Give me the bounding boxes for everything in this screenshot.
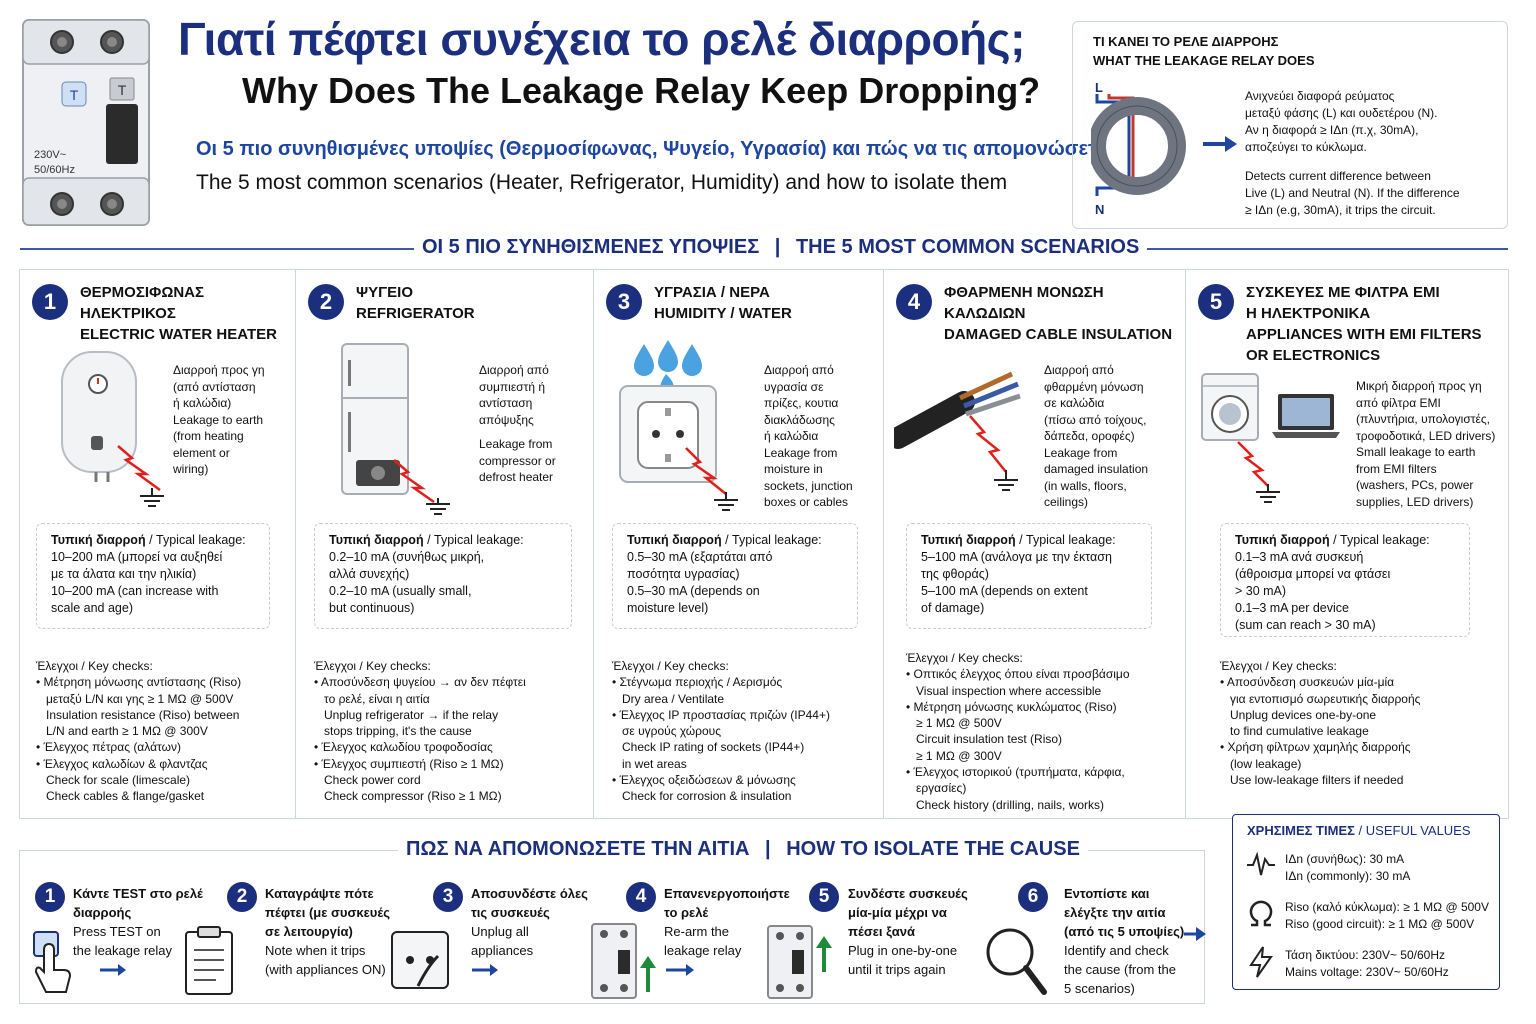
device-voltage-label: 230V~ [34, 149, 67, 161]
text-line: από φίλτρα EMI [1356, 395, 1441, 410]
step-number: 3 [433, 882, 463, 912]
text-line: Leakage from [479, 437, 553, 451]
value-row-insulation [1285, 899, 1489, 933]
section-title-english: THE 5 MOST COMMON SCENARIOS [795, 236, 1140, 258]
text-line: (από αντίσταση [173, 379, 256, 394]
text-line: leakage relay [664, 943, 742, 958]
text-line: 5–100 mA (depends on extent [921, 584, 1088, 598]
text-line: πρίζες, κουτια [764, 396, 839, 410]
text-line: ποσότητα υγρασίας) [627, 567, 740, 581]
text-line: 0.5–30 mA (εξαρτάται από [627, 550, 773, 564]
text-line: Leakage from [764, 445, 838, 460]
text-line: Διαρροή από [479, 363, 549, 377]
text-line: DAMAGED CABLE INSULATION [944, 326, 1173, 343]
text-line: αποζεύγει το κύκλωμα. [1245, 140, 1367, 154]
scenario-description [1044, 362, 1148, 511]
check-item: Check for corrosion & insulation [622, 789, 792, 804]
text-line: 5 scenarios) [1064, 981, 1135, 996]
text-line: (πίσω από τοίχους, [1044, 412, 1147, 427]
text-line: Τάση δικτύου: 230V~ 50/60Hz [1285, 948, 1445, 962]
text-line: defrost heater [479, 470, 554, 484]
check-item: Insulation resistance (Riso) between [46, 707, 240, 722]
text-line: Διαρροή από [764, 363, 834, 377]
text-line: 0.1–3 mA per device [1235, 601, 1349, 615]
text-line: το ρελέ [664, 905, 709, 920]
useful-values-box [1232, 814, 1500, 990]
text-line: Αποσυνδέστε όλες [471, 886, 588, 901]
check-item: Check for scale (limescale) [46, 773, 191, 788]
step-2-text [265, 884, 390, 979]
text-line: the cause (from the [1064, 962, 1176, 977]
text-line: Small leakage to earth [1356, 445, 1476, 459]
typical-leakage-box [612, 523, 858, 629]
text-line: Διαρροή από [1044, 363, 1114, 377]
scenario-number: 5 [1198, 284, 1234, 320]
text-line: 0.1–3 mA ανά συσκευή [1235, 550, 1364, 564]
relay-info-box [1072, 21, 1508, 229]
text-line: Plug in one-by-one [848, 943, 958, 958]
text-line: ceilings) [1044, 495, 1089, 509]
relay-info-desc-greek [1245, 88, 1503, 156]
text-line: element or [173, 445, 230, 460]
text-line: Εντοπίστε και [1064, 886, 1150, 901]
check-item: • Έλεγχος καλωδίου τροφοδοσίας [314, 740, 493, 755]
text-line: of damage) [921, 601, 985, 615]
text-line: until it trips again [848, 962, 946, 977]
text-line: REFRIGERATOR [356, 305, 475, 322]
text-line: Κάντε TEST στο ρελέ [73, 886, 203, 901]
key-checks [314, 658, 526, 805]
key-checks [906, 650, 1130, 813]
text-line: 10–200 mA (can increase with [51, 584, 219, 598]
text-line: σε λειτουργία) [265, 924, 353, 939]
text-line: Press TEST on [73, 924, 161, 939]
text-line: Αν η διαφορά ≥ IΔn (π.χ, 30mA), [1245, 123, 1419, 137]
check-item: ≥ 1 MΩ @ 500V [916, 716, 1002, 731]
text-line: Live (L) and Neutral (N). If the difference [1245, 186, 1460, 200]
typical-leakage-box [906, 523, 1152, 629]
useful-values-title [1247, 823, 1471, 838]
values-title-english: / USEFUL VALUES [1358, 823, 1471, 838]
check-item: Circuit insulation test (Riso) [916, 732, 1063, 747]
isolate-title-greek: ΠΩΣ ΝΑ ΑΠΟΜΟΝΩΣΕΤΕ ΤΗΝ ΑΙΤΙΑ [406, 838, 750, 860]
text-line: Leakage from [1044, 445, 1118, 460]
text-line: απόψυξης [479, 412, 534, 427]
isolate-section-title [398, 838, 1088, 861]
text-line: ΨΥΓΕΙΟ [356, 284, 413, 301]
check-item: Check compressor (Riso ≥ 1 MΩ) [324, 789, 502, 804]
step-5-text [848, 884, 968, 979]
text-line: αλλά συνεχής) [329, 567, 410, 581]
scenario-card-damaged-insulation [884, 270, 1186, 818]
text-line: Riso (good circuit): ≥ 1 MΩ @ 500V [1285, 917, 1475, 931]
text-line: 0.2–10 mA (συνήθως μικρή, [329, 550, 485, 564]
check-item: • Οπτικός έλεγχος όπου είναι προσβάσιμο [906, 667, 1130, 682]
text-line: APPLIANCES WITH EMI FILTERS [1246, 326, 1482, 343]
svg-text:T: T [117, 82, 127, 98]
washer-laptop-icon [1198, 370, 1348, 516]
text-line: from EMI filters [1356, 461, 1437, 476]
page-title-english: Why Does The Leakage Relay Keep Dropping? [242, 70, 1041, 111]
check-item: Unplug refrigerator → if the relay [324, 707, 499, 722]
ohm-icon [1245, 899, 1277, 929]
current-transformer-icon [1091, 76, 1241, 224]
text-line: μία-μία μέχρι να [848, 905, 947, 920]
text-line: ελέγξτε την αιτία [1064, 905, 1166, 920]
text-line: (από τις 5 υποψίες) [1064, 924, 1185, 939]
text-line: Mains voltage: 230V~ 50/60Hz [1285, 965, 1449, 979]
page-subtitle-english: The 5 most common scenarios (Heater, Refrigerator, Humidity) and how to isolate them [196, 171, 1008, 194]
text-line: OR ELECTRONICS [1246, 347, 1381, 364]
check-item: in wet areas [622, 756, 687, 771]
value-row-mains-voltage [1285, 947, 1449, 981]
checks-title: Έλεγχοι / Key checks: [314, 659, 431, 673]
text-line: δάπεδα, οροφές) [1044, 429, 1135, 443]
damaged-cable-icon [894, 362, 1034, 512]
check-item: to find cumulative leakage [1230, 724, 1369, 739]
scenario-number: 3 [606, 284, 642, 320]
section-title-separator: | [774, 236, 781, 258]
check-item: Unplug devices one-by-one [1230, 707, 1377, 722]
refrigerator-icon [338, 342, 468, 518]
typical-leakage-box [314, 523, 572, 629]
relay-info-desc-english [1245, 168, 1503, 219]
text-line: ή καλώδια [764, 429, 819, 443]
text-line: compressor or [479, 453, 556, 468]
leakage-label-greek: Τυπική διαρροή [329, 533, 424, 547]
text-line: σε καλώδια [1044, 396, 1105, 410]
text-line: moisture in [764, 462, 823, 476]
check-item: σε υγρούς χώρους [622, 724, 722, 739]
relay-info-title-greek: ΤΙ ΚΑΝΕΙ ΤΟ ΡΕΛΕ ΔΙΑΡΡΟΗΣ [1093, 34, 1279, 49]
step-number: 2 [227, 882, 257, 912]
text-line: wiring) [173, 462, 209, 476]
check-item: Use low-leakage filters if needed [1230, 773, 1404, 788]
leakage-label-english: / Typical leakage: [725, 533, 822, 547]
text-line: Καταγράψτε πότε [265, 886, 374, 901]
clipboard-icon [180, 924, 240, 998]
check-item: • Έλεγχος καλωδίων & φλαντζας [36, 756, 208, 771]
text-line: (sum can reach > 30 mA) [1235, 618, 1376, 632]
check-item: για εντοπισμό σωρευτικής διαρροής [1230, 691, 1421, 706]
step-number: 4 [626, 882, 656, 912]
checks-title: Έλεγχοι / Key checks: [906, 651, 1023, 665]
check-item: ≥ 1 MΩ @ 300V [916, 748, 1002, 763]
text-line: 0.2–10 mA (usually small, [329, 584, 472, 598]
text-line: Ανιχνεύει διαφορά ρεύματος [1245, 89, 1395, 103]
check-item: • Έλεγχος συμπιεστή (Riso ≥ 1 MΩ) [314, 756, 504, 771]
step-number: 1 [35, 882, 65, 912]
section-title-greek: ΟΙ 5 ΠΙΟ ΣΥΝΗΘΙΣΜΕΝΕΣ ΥΠΟΨΙΕΣ [422, 236, 760, 258]
svg-text:T: T [69, 87, 79, 103]
typical-leakage-box [1220, 523, 1470, 637]
text-line: the leakage relay [73, 943, 173, 958]
scenarios-grid [19, 269, 1509, 819]
magnifier-icon [980, 922, 1050, 1002]
check-item: Check cables & flange/gasket [46, 789, 205, 804]
text-line: πέσει ξανά [848, 924, 915, 939]
text-line: Συνδέστε συσκευές [848, 886, 968, 901]
scenario-description [1356, 378, 1495, 510]
text-line: με τα άλατα και την ηλικία) [51, 567, 197, 581]
scenario-number: 4 [896, 284, 932, 320]
text-line: Η ΗΛΕΚΤΡΟΝΙΚΑ [1246, 305, 1371, 322]
leakage-label-greek: Τυπική διαρροή [627, 533, 722, 547]
rcd-device-illustration [20, 18, 152, 228]
scenario-number: 1 [32, 284, 68, 320]
check-item: • Μέτρηση μόνωσης αντίστασης (Riso) [36, 675, 242, 690]
scenario-title [944, 282, 1172, 345]
check-item: (low leakage) [1230, 756, 1302, 771]
text-line: but continuous) [329, 601, 415, 615]
text-line: appliances [471, 943, 534, 958]
page-title-greek: Γιατί πέφτει συνέχεια το ρελέ διαρροής; [178, 13, 1025, 65]
text-line: τροφοδοτικά, LED drivers) [1356, 428, 1496, 443]
text-line: (from heating [173, 429, 244, 443]
text-line: IΔn (commonly): 30 mA [1285, 869, 1411, 883]
scenario-card-emi-filters [1186, 270, 1507, 818]
leakage-label-greek: Τυπική διαρροή [1235, 533, 1330, 547]
scenario-card-refrigerator [296, 270, 594, 818]
text-line: Identify and check [1064, 943, 1169, 958]
text-line: ΣΥΣΚΕΥΕΣ ΜΕ ΦΙΛΤΡΑ EMI [1246, 284, 1440, 301]
text-line: τις συσκευές [471, 905, 550, 920]
scenarios-section-title [414, 236, 1147, 259]
check-item: Visual inspection where accessible [916, 683, 1102, 698]
text-line: πέφτει (με συσκευές [265, 905, 390, 920]
text-line: ΥΓΡΑΣΙΑ / ΝΕΡΑ [654, 284, 770, 301]
scenario-number: 2 [308, 284, 344, 320]
step-number: 5 [809, 882, 839, 912]
key-checks [1220, 658, 1420, 788]
page-subtitle-greek: Οι 5 πιο συνηθισμένες υποψίες (Θερμοσίφωνας, Ψυγείο, Υγρασία) και πώς να τις απομονώσετε [196, 138, 1107, 160]
relay-info-title-english: WHAT THE LEAKAGE RELAY DOES [1093, 53, 1315, 68]
text-line: 5–100 mA (ανάλογα με την έκταση [921, 550, 1112, 564]
press-button-hand-icon [30, 926, 130, 1004]
text-line: 0.5–30 mA (depends on [627, 584, 760, 598]
text-line: (in walls, floors, [1044, 478, 1127, 493]
scenario-title [1246, 282, 1482, 366]
text-line: > 30 mA) [1235, 584, 1287, 598]
relay-trip-icon [764, 922, 836, 1002]
scenario-description [764, 362, 853, 511]
text-line: moisture level) [627, 601, 709, 615]
typical-leakage-box [36, 523, 270, 629]
step-6-text [1064, 884, 1184, 998]
text-line: (washers, PCs, power [1356, 478, 1474, 492]
leakage-label-english: / Typical leakage: [1333, 533, 1430, 547]
check-item: • Έλεγχος ιστορικού (τρυπήματα, κάρφια, [906, 765, 1125, 780]
neutral-label: N [1095, 202, 1105, 217]
scenario-title [356, 282, 475, 324]
text-line: αντίσταση [479, 396, 533, 410]
values-title-greek: ΧΡΗΣΙΜΕΣ ΤΙΜΕΣ [1247, 823, 1355, 838]
text-line: Leakage to earth [173, 412, 264, 427]
text-line: damaged insulation [1044, 462, 1149, 476]
text-line: (πλυντήρια, υπολογιστές, [1356, 412, 1490, 426]
check-item: μεταξύ L/N και γης ≥ 1 MΩ @ 500V [46, 691, 234, 706]
value-row-rated-current [1285, 851, 1410, 885]
relay-info-title [1093, 32, 1315, 70]
text-line: Re-arm the [664, 924, 730, 939]
checks-title: Έλεγχοι / Key checks: [1220, 659, 1337, 673]
key-checks [36, 658, 241, 805]
check-item: το ρελέ, είναι η αιτία [324, 691, 430, 706]
check-item: • Έλεγχος πέτρας (αλάτων) [36, 740, 181, 755]
leakage-label-greek: Τυπική διαρροή [51, 533, 146, 547]
text-line: Επανενεργοποιήστε [664, 886, 790, 901]
checks-title: Έλεγχοι / Key checks: [612, 659, 729, 673]
text-line: ή καλώδια) [173, 396, 232, 410]
text-line: Διαρροή προς γη [173, 363, 265, 377]
text-line: μεταξύ φάσης (L) και ουδετέρου (N). [1245, 106, 1438, 120]
text-line: ≥ IΔn (e.g, 30mA), it trips the circuit. [1245, 203, 1436, 217]
arrow-right-icon [1182, 922, 1208, 946]
text-line: (with appliances ON) [265, 962, 386, 977]
text-line: IΔn (συνήθως): 30 mA [1285, 852, 1405, 866]
key-checks [612, 658, 830, 805]
text-line: Detects current difference between [1245, 169, 1431, 183]
checks-title: Έλεγχοι / Key checks: [36, 659, 153, 673]
text-line: διακλάδωσης [764, 412, 835, 427]
bolt-icon [1247, 945, 1275, 979]
scenario-title [80, 282, 277, 345]
live-label: L [1095, 80, 1103, 95]
unplug-icon [388, 926, 518, 996]
step-number: 6 [1018, 882, 1048, 912]
check-item: • Έλεγχος IP προστασίας πριζών (IP44+) [612, 707, 830, 722]
text-line: Riso (καλό κύκλωμα): ≥ 1 MΩ @ 500V [1285, 900, 1489, 914]
leakage-label-english: / Typical leakage: [1019, 533, 1116, 547]
scenario-card-humidity [594, 270, 884, 818]
text-line: HUMIDITY / WATER [654, 305, 792, 322]
scenario-title [654, 282, 792, 324]
scenario-card-water-heater [20, 270, 296, 818]
leakage-label-english: / Typical leakage: [427, 533, 524, 547]
check-item: Dry area / Ventilate [622, 691, 725, 706]
text-line: Μικρή διαρροή προς γη [1356, 379, 1482, 393]
text-line: sockets, junction [764, 478, 853, 493]
text-line: ΗΛΕΚΤΡΙΚΟΣ [80, 305, 176, 322]
text-line: Note when it trips [265, 943, 366, 958]
text-line: διαρροής [73, 905, 132, 920]
device-frequency-label: 50/60Hz [34, 164, 75, 176]
check-item: Check IP rating of sockets (IP44+) [622, 740, 805, 755]
wave-icon [1245, 851, 1277, 879]
leakage-label-english: / Typical leakage: [149, 533, 246, 547]
rearm-relay-icon [588, 920, 708, 1002]
text-line: scale and age) [51, 601, 134, 615]
text-line: ΚΑΛΩΔΙΩΝ [944, 305, 1026, 322]
isolate-title-separator: | [765, 838, 771, 860]
check-item: L/N and earth ≥ 1 MΩ @ 300V [46, 724, 208, 739]
check-item: • Αποσύνδεση ψυγείου → αν δεν πέφτει [314, 675, 526, 690]
scenario-description [173, 362, 265, 478]
text-line: ΦΘΑΡΜΕΝΗ ΜΟΝΩΣΗ [944, 284, 1104, 301]
text-line: supplies, LED drivers) [1356, 494, 1474, 509]
text-line: boxes or cables [764, 495, 849, 509]
check-item: • Χρήση φίλτρων χαμηλής διαρροής [1220, 740, 1411, 755]
check-item: • Αποσύνδεση συσκευών μία-μία [1220, 675, 1395, 690]
check-item: Check history (drilling, nails, works) [916, 797, 1105, 812]
text-line: Unplug all [471, 924, 529, 939]
check-item: εργασίες) [916, 781, 967, 796]
check-item: • Έλεγχος οξειδώσεων & μόνωσης [612, 773, 796, 788]
text-line: 10–200 mA (μπορεί να αυξηθεί [51, 550, 223, 564]
scenario-description [479, 362, 556, 486]
text-line: ΘΕΡΜΟΣΙΦΩΝΑΣ [80, 284, 205, 301]
text-line: της φθοράς) [921, 567, 989, 581]
check-item: Check power cord [324, 773, 421, 788]
text-line: συμπιεστή ή [479, 379, 546, 394]
leakage-label-greek: Τυπική διαρροή [921, 533, 1016, 547]
check-item: stops tripping, it's the cause [324, 724, 472, 739]
text-line: φθαρμένη μόνωση [1044, 379, 1144, 394]
text-line: υγρασία σε [764, 379, 824, 394]
text-line: (άθροισμα μπορεί να φτάσει [1235, 567, 1391, 581]
wet-socket-icon [616, 340, 766, 518]
check-item: • Μέτρηση μόνωσης κυκλώματος (Riso) [906, 699, 1117, 714]
isolate-title-english: HOW TO ISOLATE THE CAUSE [786, 838, 1080, 860]
text-line: ELECTRIC WATER HEATER [80, 326, 277, 343]
check-item: • Στέγνωμα περιοχής / Αερισμός [612, 675, 783, 690]
